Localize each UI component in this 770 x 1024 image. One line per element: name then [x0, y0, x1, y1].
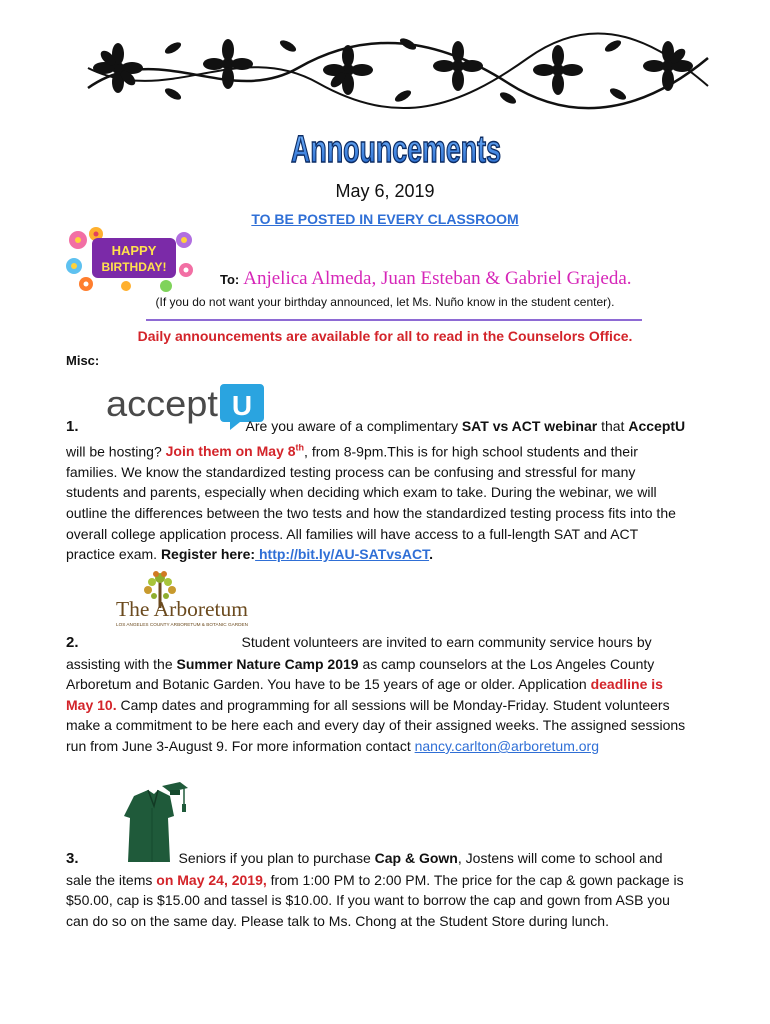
- divider-rule: [146, 319, 642, 321]
- item-bold: AcceptU: [628, 418, 686, 434]
- svg-text:Announcements: Announcements: [291, 129, 501, 171]
- svg-text:accept: accept: [106, 383, 218, 424]
- to-label: To:: [220, 272, 240, 287]
- birthday-opt-out-note: (If you do not want your birthday announced, let Ms. Nuño know in the student center).: [155, 295, 615, 309]
- svg-text:The Arboretum: The Arboretum: [116, 597, 248, 621]
- item-number: 1.: [66, 418, 79, 435]
- item-text: from 1:00 PM to 2:00 PM. The price for the cap & gown package is $50.00, cap is $15.00 and tassel is $10.00. If you want to borrow the cap and gown from ASB you can do so on the same day. Please talk to Ms. Chong at the Student Store during lunch.: [66, 871, 684, 929]
- item-text: that: [597, 418, 629, 434]
- item-number: 3.: [66, 850, 79, 867]
- happy-birthday-graphic: [66, 226, 196, 292]
- item-bold: Register here:: [160, 546, 256, 563]
- svg-text:BIRTHDAY!: BIRTHDAY!: [101, 260, 167, 274]
- announcement-item-1: [66, 416, 686, 565]
- item-text: as camp counselors at the Los Angeles County Arboretum and Botanic Garden. You have to be 15 years of age or older. Application: [66, 655, 655, 693]
- item-text: Are you aware of a complimentary: [245, 418, 462, 434]
- posting-note: TO BE POSTED IN EVERY CLASSROOM: [251, 211, 519, 227]
- birthday-to-line: [220, 268, 632, 290]
- contact-email-link[interactable]: nancy.carlton@arboretum.org: [414, 737, 599, 754]
- announcement-item-2: [66, 632, 686, 757]
- item-text: Seniors if you plan to purchase: [178, 850, 375, 866]
- ordinal-suffix: th: [295, 442, 305, 453]
- arboretum-logo: [116, 568, 248, 630]
- sale-date-highlight: on May 24, 2019,: [156, 871, 267, 888]
- item-bold: SAT vs ACT webinar: [461, 418, 598, 434]
- announcement-item-3: [66, 848, 686, 931]
- item-bold: Cap & Gown: [374, 850, 458, 866]
- item-text: , Jostens will come to school and sale the items: [66, 850, 663, 888]
- svg-text:U: U: [231, 390, 253, 421]
- misc-label: Misc:: [66, 353, 100, 368]
- deadline-highlight: deadline is May 10.: [66, 676, 663, 713]
- item-bold: Summer Nature Camp 2019: [176, 655, 359, 672]
- item-text: .: [429, 546, 433, 563]
- birthday-names: Anjelica Almeda, Juan Esteban & Gabriel Grajeda.: [243, 268, 632, 289]
- item-number: 2.: [66, 634, 79, 651]
- floral-banner: [78, 28, 718, 112]
- event-date: Join them on May 8: [165, 443, 296, 460]
- svg-text:LOS ANGELES COUNTY ARBORETUM &: LOS ANGELES COUNTY ARBORETUM & BOTANIC GARDEN: [116, 622, 248, 627]
- register-link[interactable]: http://bit.ly/AU-SATvsACT: [255, 546, 430, 563]
- item-text: Student volunteers are invited to earn community service hours by assisting with the: [66, 634, 652, 672]
- daily-announcements-notice: Daily announcements are available for all to read in the Counselors Office.: [137, 328, 633, 344]
- announcements-title-art: [286, 120, 506, 176]
- announcement-date: May 6, 2019: [335, 181, 435, 201]
- item-text: will be hosting?: [66, 443, 166, 460]
- item-text: , from 8-9pm.This is for high school students and their families. We know the standardized testing process can be confusing and stressful for many students and parents, especially when deciding which exam to take. During the webinar, we will outline the differences between the two tests and how the standardized testing process fits into the overall college application process. All families will have access to a full-length SAT and ACT practice exam.: [66, 443, 676, 563]
- item-highlight: [166, 443, 304, 459]
- item-text: Camp dates and programming for all sessions will be Monday-Friday. Student volunteers make a commitment to be here each and every day of their assigned weeks. The assigned sessions run from June 3-August 9. For more information contact: [66, 696, 686, 754]
- svg-text:HAPPY: HAPPY: [111, 243, 157, 258]
